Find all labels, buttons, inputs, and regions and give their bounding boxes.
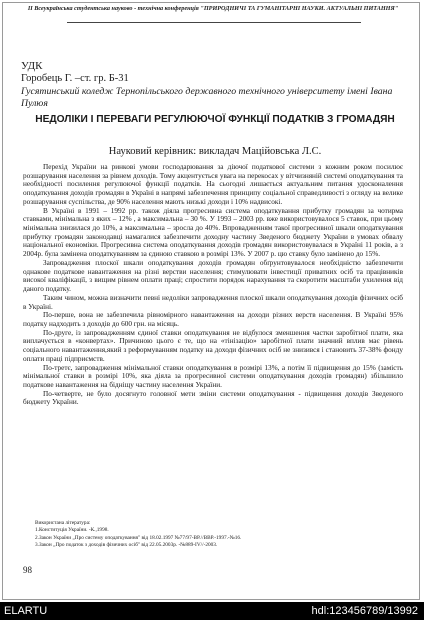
repository-name: ELARTU (4, 605, 48, 617)
header-rule (67, 22, 361, 23)
conference-header: II Всеукраїнська студентська науково - технічна конференція "ПРИРОДНИЧІ ТА ГУМАНІТАРНІ НАУКИ. АКТУАЛЬНІ ПИТАННЯ" (27, 5, 399, 12)
repository-footer (0, 602, 424, 620)
handle-identifier: hdl:123456789/13992 (311, 605, 418, 617)
reference-item: 1.Конституція України. -К.,1998. (35, 527, 109, 534)
page-number: 98 (23, 565, 32, 575)
references (35, 520, 405, 550)
reference-item: 3.Закон „Про податок з доходів фізичних осіб" від 22.05.2003р. -№889-IV//-2003. (35, 542, 218, 549)
paragraph: В Україні в 1991 – 1992 рр. також діяла прогресивна система оподаткування прибутку громадян за чотирма ставками, мінімальна з яких – 12% , а максимальна – 30 %. У 1993 – 2003 рр. вже використовувалося 5 ставок, при цьому мінімальна знизилася до 10%, а максимальна – зросла до 40%. Впровадженням такої прогресивної шкали оподаткування прибутку громадян законодавці намагалися забезпечити доходну частину Зведеного бюджету України в умовах обвалу національної економіки. Прогресивна система оподаткування доходів громадян використовувалася в Україні 11 років, а з 2004р. була замінена оподаткуванням за єдиною ставкою в розмірі 13%. У 2007 р. цю ставку було замінено до 15%. (23, 206, 403, 259)
udk-label: УДК (21, 60, 43, 72)
institution-line: Гусятинський коледж Тернопільського державного технічного університету імені Івана Пулюя (21, 86, 393, 109)
author-line: Горобець Г. –ст. гр. Б-31 (21, 73, 129, 84)
reference-item: 2.Закон України „Про систему оподаткування" від 18.02.1997 №77/97-ВР.//ВВР.-1997.-№16. (35, 534, 242, 541)
article-title: НЕДОЛІКИ І ПЕРЕВАГИ РЕГУЛЮЮЧОЇ ФУНКЦІЇ ПОДАТКІВ З ГРОМАДЯН (35, 114, 395, 125)
supervisor-line: Науковий керівник: викладач Маційовська Л.С. (108, 146, 322, 157)
paragraph: Перехід України на ринкові умови господарювання за діючої податкової системи з кожним роком посилює розшарування населення за рівнем доходів. Тому акцентується увага на перекосах у вітчизняній системі оподаткування та необхідності посилення регулюючої функції податків. На сьогодні лишається актуальним питання удосконалення оподаткування доходів громадян в Україні в напрямі забезпечення принципу соціальної справедливості з огляду на велике розшарування суспільства, де 90% населення мають низькі доходи і 10% надвисокі. (23, 163, 403, 206)
paragraph: По-перше, вона не забезпечила рівномірного навантаження на доходи різних верств населення. В Україні 95% податку надходить з доходів до 600 грн. на місяць. (23, 311, 403, 328)
paragraph: По-четверте, не було досягнуто головної мети зміни системи оподаткування - підвищення доходів Зведеного бюджету України. (23, 389, 403, 407)
paragraph: По-друге, із запровадженням єдиної ставки оподаткування не відбулося зменшення частки заробітної плати, яка виплачується в «конвертах». Причиною цього є те, що на «тінізацію» заробітної плати значний вплив має рівень соціального навантаження,який з реформуванням податку на доходи фізичних осіб не знизився і становить 37-38% фонду оплати праці підприємств. (23, 328, 403, 363)
document-page (2, 2, 420, 600)
references-heading: Використана література: (35, 520, 91, 526)
paragraph: По-третє, запровадження мінімальної ставки оподаткування в розмірі 13%, а потім її підвищення до 15% (замість мінімальної ставки в розмірі 10%, яка діяла за прогресивної системи оподаткування доходів громадян) збільшило податкове навантаження на бідніщу частину населення України. (23, 363, 403, 389)
paragraph: Запровадження плоскої шкали оподаткування доходів громадян обґрунтовувалося необхідністю забезпечити однакове податкове навантаження на різні верстви населення; стимулювати інвестиції приватних осіб та працівників високої кваліфікації, з вищим рівнем оплати праці; спростити порядок нарахування та скоротити масштаби ухилення від даного податку. (23, 258, 403, 294)
paragraph: Таким чином, можна визначити певні недоліки запровадження плоскої шкали оподаткування доходів фізичних осіб в Україні. (23, 293, 403, 311)
article-body (23, 163, 403, 407)
